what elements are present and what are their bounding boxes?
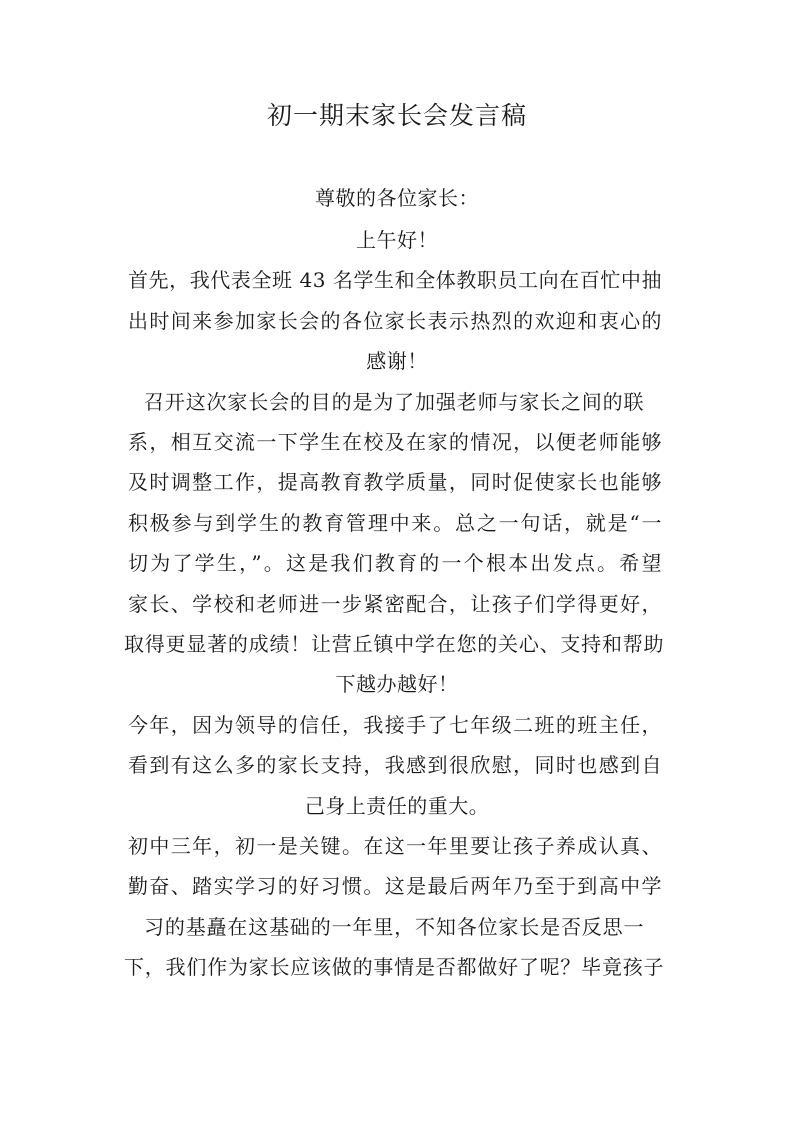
- body-line: 勤奋、踏实学习的好习惯。这是最后两年乃至于到高中学: [128, 874, 662, 898]
- body-line: 召开这次家长会的目的是为了加强老师与家长之间的联: [144, 390, 644, 414]
- body-line: 己身上责任的重大。: [304, 794, 490, 818]
- body-line: 感谢！: [366, 349, 428, 373]
- body-line: 看到有这么多的家长支持，我感到很欣慰，同时也感到自: [128, 753, 662, 777]
- body-line: 首先，我代表全班 43 名学生和全体教职员工向在百忙中抽: [128, 268, 662, 292]
- body-line: 下，我们作为家长应该做的事情是否都做好了呢？毕竟孩子: [124, 955, 664, 979]
- body-line: 积极参与到学生的教育管理中来。总之一句话，就是“一: [128, 511, 662, 535]
- body-line: 初中三年，初一是关键。在这一年里要让孩子养成认真、: [128, 834, 662, 858]
- document-title: 初一期末家长会发言稿: [266, 101, 527, 130]
- body-line: 取得更显著的成绩！让营丘镇中学在您的关心、支持和帮助: [124, 632, 664, 656]
- body-line: 及时调整工作，提高教育教学质量，同时促使家长也能够: [128, 470, 662, 494]
- salutation-line: 尊敬的各位家长：: [315, 186, 479, 210]
- greeting-line: 上午好！: [356, 228, 438, 252]
- body-line: 切为了学生，”。这是我们教育的一个根本出发点。希望: [128, 551, 662, 575]
- body-line: 出时间来参加家长会的各位家长表示热烈的欢迎和衷心的: [128, 309, 662, 333]
- body-line: 下越办越好！: [335, 672, 459, 696]
- body-line: 家长、学校和老师进一步紧密配合，让孩子们学得更好，: [128, 592, 662, 616]
- body-line: 今年，因为领导的信任，我接手了七年级二班的班主任，: [128, 713, 662, 737]
- body-line: 系，相互交流一下学生在校及在家的情况，以便老师能够: [128, 430, 662, 454]
- body-line: 习的基矗在这基础的一年里，不知各位家长是否反思一: [144, 915, 644, 939]
